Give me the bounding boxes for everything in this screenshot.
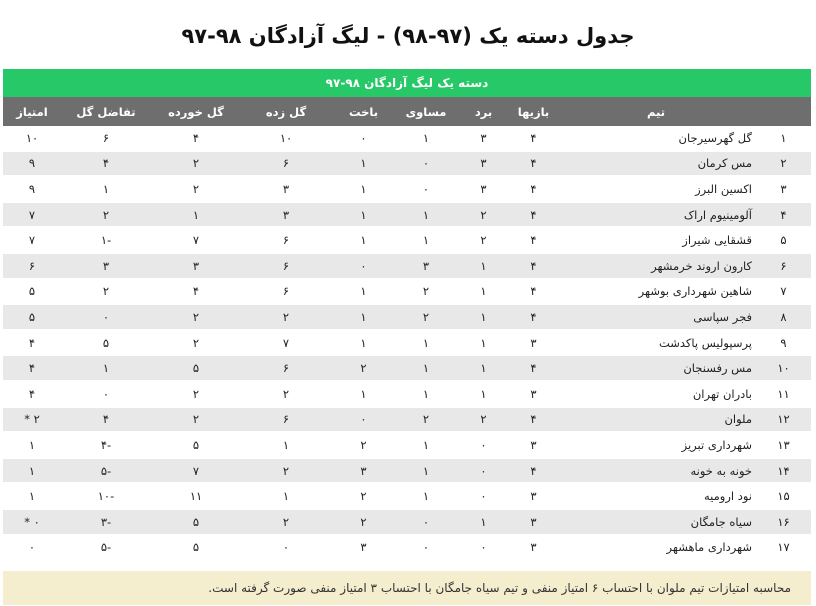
cell-team[interactable]: آلومینیوم اراک <box>556 202 756 228</box>
cell-team[interactable]: پرسپولیس پاکدشت <box>556 330 756 356</box>
cell-points: ۹ <box>3 151 61 177</box>
cell-team[interactable]: کارون اروند خرمشهر <box>556 253 756 279</box>
cell-played: ۴ <box>511 253 556 279</box>
cell-goals-against: ۵ <box>151 509 241 535</box>
cell-points: ۲ * <box>3 407 61 433</box>
cell-played: ۴ <box>511 355 556 381</box>
cell-won: ۱ <box>456 304 511 330</box>
cell-played: ۴ <box>511 304 556 330</box>
cell-team[interactable]: بادران تهران <box>556 381 756 407</box>
cell-goals-against: ۲ <box>151 176 241 202</box>
table-row[interactable] <box>3 330 811 356</box>
table-row[interactable] <box>3 227 811 253</box>
cell-goals-against: ۳ <box>151 253 241 279</box>
table-row[interactable] <box>3 304 811 330</box>
cell-lost: ۲ <box>331 355 396 381</box>
cell-drawn: ۱ <box>396 330 456 356</box>
cell-goals-for: ۱۰ <box>241 126 331 151</box>
cell-goal-diff: ۴ <box>61 407 151 433</box>
cell-points: ۷ <box>3 202 61 228</box>
cell-goals-for: ۷ <box>241 330 331 356</box>
cell-drawn: ۰ <box>396 509 456 535</box>
cell-lost: ۱ <box>331 202 396 228</box>
cell-points: ۱۰ <box>3 126 61 151</box>
cell-goals-for: ۲ <box>241 458 331 484</box>
table-row[interactable] <box>3 126 811 151</box>
cell-team[interactable]: سیاه جامگان <box>556 509 756 535</box>
cell-drawn: ۲ <box>396 407 456 433</box>
col-header-drawn[interactable]: مساوی <box>396 97 456 126</box>
cell-played: ۴ <box>511 202 556 228</box>
standings-table <box>3 97 811 561</box>
cell-goals-for: ۱ <box>241 432 331 458</box>
cell-won: ۳ <box>456 176 511 202</box>
cell-lost: ۰ <box>331 126 396 151</box>
cell-lost: ۱ <box>331 304 396 330</box>
cell-goals-against: ۴ <box>151 279 241 305</box>
cell-won: ۰ <box>456 483 511 509</box>
cell-goal-diff: -۵ <box>61 458 151 484</box>
cell-points: ۰ <box>3 535 61 561</box>
cell-won: ۱ <box>456 381 511 407</box>
cell-goals-against: ۲ <box>151 381 241 407</box>
table-header-row <box>3 97 811 126</box>
cell-goals-for: ۲ <box>241 304 331 330</box>
cell-played: ۴ <box>511 126 556 151</box>
table-row[interactable] <box>3 432 811 458</box>
cell-drawn: ۱ <box>396 432 456 458</box>
cell-goals-for: ۶ <box>241 355 331 381</box>
cell-played: ۴ <box>511 279 556 305</box>
table-row[interactable] <box>3 535 811 561</box>
cell-points: ۵ <box>3 279 61 305</box>
col-header-goals-for[interactable]: گل زده <box>241 97 331 126</box>
cell-goal-diff: ۳ <box>61 253 151 279</box>
cell-rank: ۱۴ <box>756 458 811 484</box>
cell-goal-diff: -۱ <box>61 227 151 253</box>
table-row[interactable] <box>3 253 811 279</box>
table-row[interactable] <box>3 381 811 407</box>
cell-played: ۳ <box>511 330 556 356</box>
cell-played: ۳ <box>511 483 556 509</box>
table-row[interactable] <box>3 202 811 228</box>
cell-points: ۹ <box>3 176 61 202</box>
cell-goal-diff: -۴ <box>61 432 151 458</box>
cell-lost: ۱ <box>331 330 396 356</box>
cell-points: ۱ <box>3 432 61 458</box>
cell-rank: ۱۵ <box>756 483 811 509</box>
cell-drawn: ۱ <box>396 355 456 381</box>
cell-goal-diff: ۲ <box>61 202 151 228</box>
cell-drawn: ۱ <box>396 381 456 407</box>
cell-lost: ۲ <box>331 432 396 458</box>
cell-rank: ۹ <box>756 330 811 356</box>
cell-won: ۱ <box>456 355 511 381</box>
cell-played: ۴ <box>511 458 556 484</box>
col-header-goals-against[interactable]: گل خورده <box>151 97 241 126</box>
cell-played: ۳ <box>511 509 556 535</box>
cell-rank: ۱ <box>756 126 811 151</box>
cell-points: ۰ * <box>3 509 61 535</box>
cell-goals-for: ۲ <box>241 381 331 407</box>
cell-drawn: ۱ <box>396 126 456 151</box>
cell-team[interactable]: شهرداری تبریز <box>556 432 756 458</box>
cell-won: ۰ <box>456 535 511 561</box>
cell-goal-diff: ۶ <box>61 126 151 151</box>
cell-team[interactable]: اکسین البرز <box>556 176 756 202</box>
cell-drawn: ۲ <box>396 279 456 305</box>
cell-goals-against: ۵ <box>151 355 241 381</box>
cell-rank: ۱۲ <box>756 407 811 433</box>
table-row[interactable] <box>3 355 811 381</box>
cell-won: ۲ <box>456 407 511 433</box>
col-header-team[interactable]: تیم <box>556 97 756 126</box>
cell-goals-against: ۲ <box>151 407 241 433</box>
cell-goals-against: ۴ <box>151 126 241 151</box>
cell-team[interactable]: ملوان <box>556 407 756 433</box>
cell-team[interactable]: گل گهرسیرجان <box>556 126 756 151</box>
cell-goals-against: ۷ <box>151 227 241 253</box>
cell-played: ۴ <box>511 227 556 253</box>
col-header-played[interactable]: بازیها <box>511 97 556 126</box>
cell-rank: ۱۰ <box>756 355 811 381</box>
col-header-won[interactable]: برد <box>456 97 511 126</box>
cell-team[interactable]: شاهین شهرداری بوشهر <box>556 279 756 305</box>
cell-points: ۴ <box>3 330 61 356</box>
cell-lost: ۳ <box>331 458 396 484</box>
cell-rank: ۱۱ <box>756 381 811 407</box>
cell-goals-for: ۲ <box>241 509 331 535</box>
cell-team[interactable]: مس رفسنجان <box>556 355 756 381</box>
cell-goal-diff: -۳ <box>61 509 151 535</box>
cell-goal-diff: -۱۰ <box>61 483 151 509</box>
cell-points: ۴ <box>3 381 61 407</box>
cell-rank: ۸ <box>756 304 811 330</box>
cell-points: ۴ <box>3 355 61 381</box>
cell-lost: ۰ <box>331 253 396 279</box>
cell-goals-for: ۶ <box>241 253 331 279</box>
cell-rank: ۱۷ <box>756 535 811 561</box>
cell-team[interactable]: قشقایی شیراز <box>556 227 756 253</box>
cell-drawn: ۱ <box>396 458 456 484</box>
cell-points: ۵ <box>3 304 61 330</box>
cell-played: ۴ <box>511 407 556 433</box>
cell-goals-for: ۶ <box>241 407 331 433</box>
cell-goals-against: ۲ <box>151 330 241 356</box>
cell-points: ۷ <box>3 227 61 253</box>
cell-goals-against: ۵ <box>151 535 241 561</box>
table-row[interactable] <box>3 458 811 484</box>
table-row[interactable] <box>3 483 811 509</box>
cell-played: ۴ <box>511 151 556 177</box>
cell-goal-diff: ۰ <box>61 304 151 330</box>
cell-team[interactable]: مس کرمان <box>556 151 756 177</box>
cell-drawn: ۱ <box>396 202 456 228</box>
cell-goal-diff: ۱ <box>61 355 151 381</box>
cell-goals-for: ۳ <box>241 202 331 228</box>
cell-goals-against: ۷ <box>151 458 241 484</box>
table-row[interactable] <box>3 151 811 177</box>
cell-goals-for: ۶ <box>241 151 331 177</box>
cell-drawn: ۱ <box>396 227 456 253</box>
cell-won: ۱ <box>456 330 511 356</box>
cell-rank: ۲ <box>756 151 811 177</box>
cell-rank: ۱۶ <box>756 509 811 535</box>
cell-drawn: ۰ <box>396 535 456 561</box>
cell-goal-diff: ۱ <box>61 176 151 202</box>
cell-rank: ۵ <box>756 227 811 253</box>
cell-goal-diff: ۲ <box>61 279 151 305</box>
cell-lost: ۲ <box>331 509 396 535</box>
cell-points: ۶ <box>3 253 61 279</box>
page-title: جدول دسته یک (۹۷-۹۸) - لیگ آزادگان ۹۸-۹۷ <box>181 24 635 48</box>
table-caption: دسته یک لیگ آزادگان ۹۸-۹۷ <box>3 69 811 97</box>
cell-drawn: ۱ <box>396 483 456 509</box>
cell-rank: ۱۳ <box>756 432 811 458</box>
cell-won: ۲ <box>456 227 511 253</box>
cell-goal-diff: -۵ <box>61 535 151 561</box>
cell-lost: ۱ <box>331 227 396 253</box>
cell-won: ۲ <box>456 202 511 228</box>
cell-goals-against: ۱۱ <box>151 483 241 509</box>
cell-points: ۱ <box>3 483 61 509</box>
cell-goals-against: ۲ <box>151 304 241 330</box>
cell-goals-for: ۳ <box>241 176 331 202</box>
cell-played: ۴ <box>511 176 556 202</box>
cell-lost: ۱ <box>331 381 396 407</box>
standings-table-container <box>3 69 811 561</box>
cell-rank: ۷ <box>756 279 811 305</box>
cell-goals-for: ۱ <box>241 483 331 509</box>
table-row[interactable] <box>3 509 811 535</box>
table-row[interactable] <box>3 176 811 202</box>
cell-lost: ۲ <box>331 483 396 509</box>
cell-won: ۱ <box>456 279 511 305</box>
cell-lost: ۱ <box>331 176 396 202</box>
cell-won: ۳ <box>456 151 511 177</box>
cell-lost: ۱ <box>331 279 396 305</box>
cell-drawn: ۰ <box>396 176 456 202</box>
cell-won: ۰ <box>456 432 511 458</box>
cell-goals-for: ۶ <box>241 279 331 305</box>
table-row[interactable] <box>3 279 811 305</box>
cell-goals-for: ۰ <box>241 535 331 561</box>
cell-won: ۱ <box>456 253 511 279</box>
col-header-rank <box>756 97 811 126</box>
cell-won: ۳ <box>456 126 511 151</box>
cell-goals-against: ۵ <box>151 432 241 458</box>
cell-played: ۳ <box>511 432 556 458</box>
cell-goal-diff: ۵ <box>61 330 151 356</box>
footnote-text: محاسبه امتیازات تیم ملوان با احتساب ۶ امتیاز منفی و تیم سیاه جامگان با احتساب ۳ امتیاز منفی صورت گرفته است. <box>208 581 791 595</box>
cell-goal-diff: ۰ <box>61 381 151 407</box>
cell-team[interactable]: فجر سپاسی <box>556 304 756 330</box>
footnote <box>3 571 811 605</box>
cell-goals-against: ۲ <box>151 151 241 177</box>
cell-lost: ۱ <box>331 151 396 177</box>
cell-goals-for: ۶ <box>241 227 331 253</box>
cell-rank: ۳ <box>756 176 811 202</box>
cell-won: ۰ <box>456 458 511 484</box>
cell-played: ۳ <box>511 381 556 407</box>
cell-drawn: ۲ <box>396 304 456 330</box>
cell-lost: ۳ <box>331 535 396 561</box>
cell-lost: ۰ <box>331 407 396 433</box>
cell-goal-diff: ۴ <box>61 151 151 177</box>
col-header-goal-diff[interactable]: تفاضل گل <box>61 97 151 126</box>
cell-rank: ۴ <box>756 202 811 228</box>
cell-won: ۱ <box>456 509 511 535</box>
cell-goals-against: ۱ <box>151 202 241 228</box>
cell-points: ۱ <box>3 458 61 484</box>
col-header-lost[interactable]: باخت <box>331 97 396 126</box>
col-header-points[interactable]: امتیاز <box>3 97 61 126</box>
cell-rank: ۶ <box>756 253 811 279</box>
cell-team[interactable]: خونه به خونه <box>556 458 756 484</box>
cell-drawn: ۳ <box>396 253 456 279</box>
cell-played: ۳ <box>511 535 556 561</box>
table-body <box>3 126 811 560</box>
table-row[interactable] <box>3 407 811 433</box>
cell-team[interactable]: نود ارومیه <box>556 483 756 509</box>
cell-team[interactable]: شهرداری ماهشهر <box>556 535 756 561</box>
cell-drawn: ۰ <box>396 151 456 177</box>
